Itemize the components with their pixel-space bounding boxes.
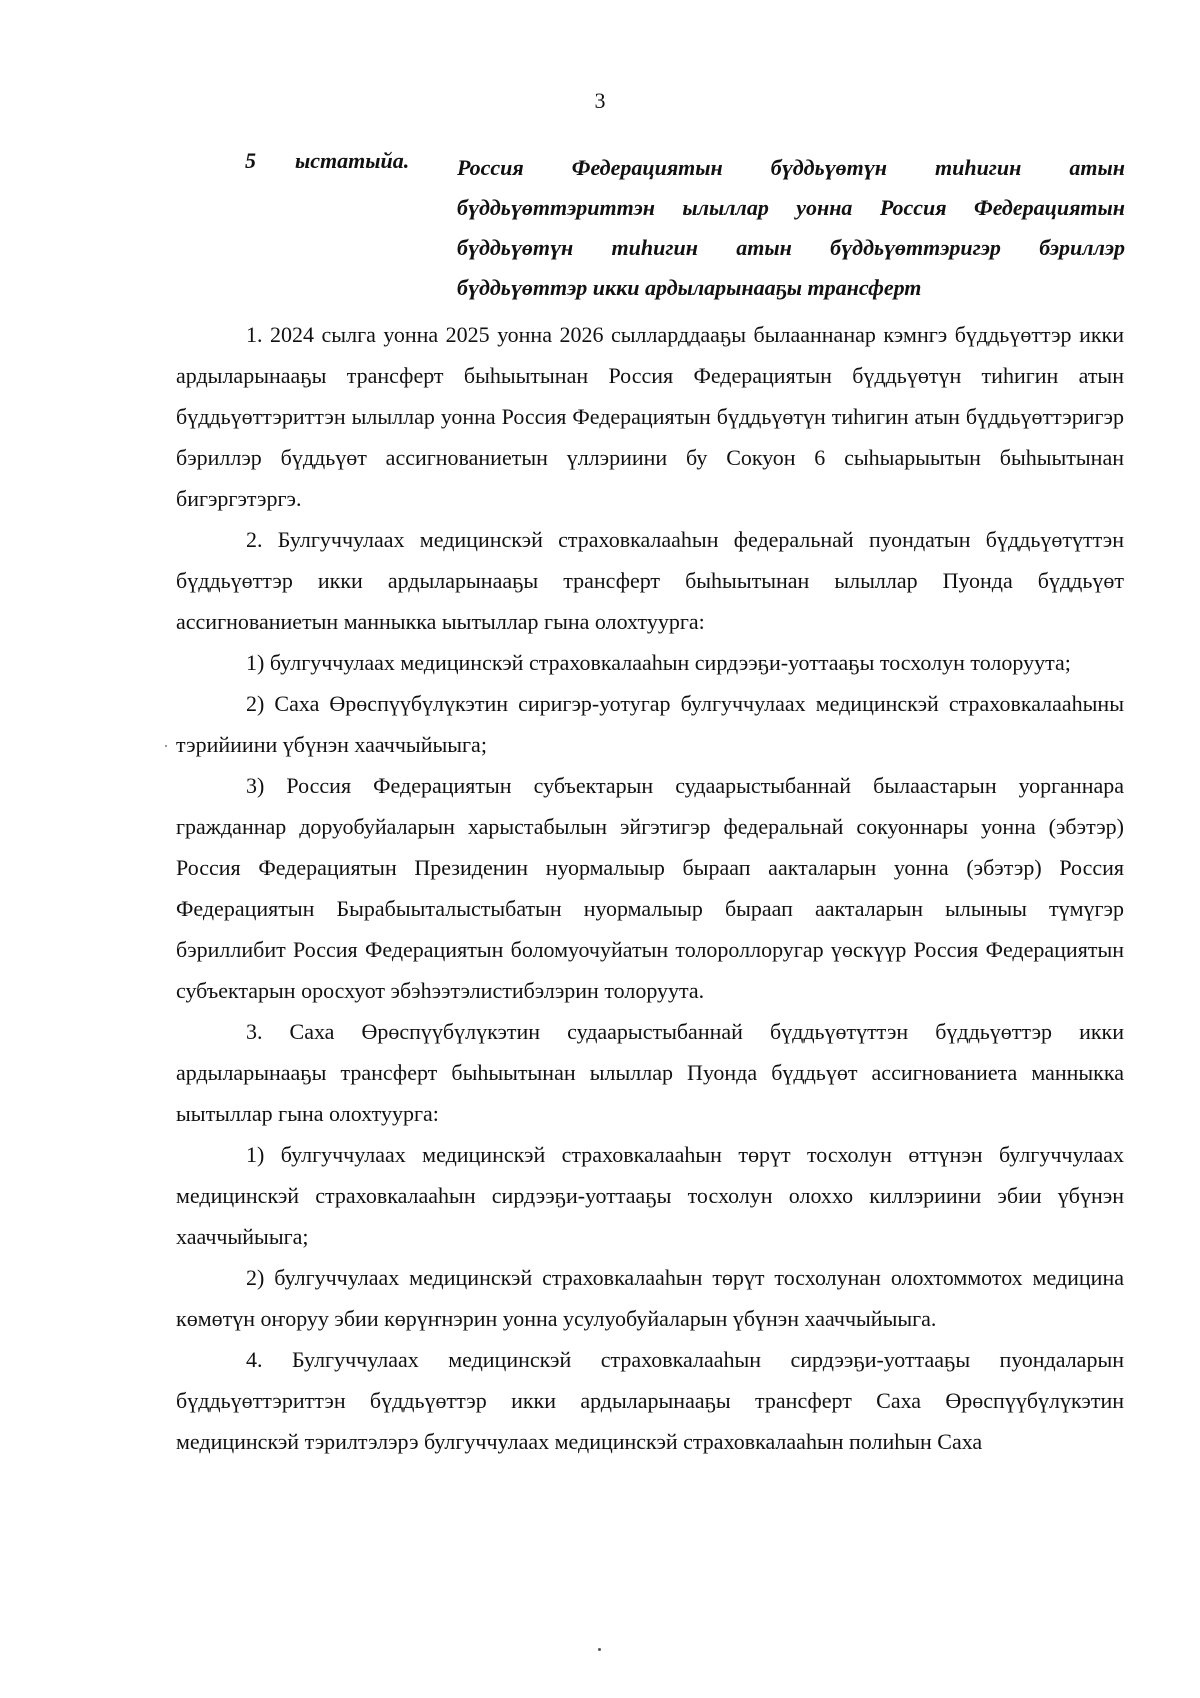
- paragraph-3: 3. Саха Өрөспүүбүлүкэтин судаарыстыбаннай бүддьүөтүттэн бүддьүөттэр икки ардыларынааҕы трансферт быһыытынан ылыллар Пуонда бүддьүөт ассигнованиета манныкка ыытыллар гына олохтуурга:: [176, 1019, 1124, 1126]
- article-number: 5: [245, 148, 256, 173]
- paragraph-4: 4. Булгуччулаах медицинскэй страховкалааһын сирдээҕи-уоттааҕы пуондаларын бүддьүөттэриттэн бүддьүөттэр икки ардыларынааҕы трансферт Саха Өрөспүүбүлүкэтин медицинскэй тэрилтэлэрэ булгуччулаах медицинскэй страховкалааһын полиһын Саха: [176, 1347, 1124, 1454]
- paragraph-2-item-3: 3) Россия Федерациятын субъектарын судаарыстыбаннай былаастарын уорганнара гражданнар доруобуйаларын харыстабылын эйгэтигэр федеральнай сокуоннары уонна (эбэтэр) Россия Федерациятын Президенин нуормалыыр быраап аакталарын уонна (эбэтэр) Россия Федерациятын Бырабыыталыстыбатын нуормалыыр быраап аакталарын ылыныы түмүгэр бэриллибит Россия Федерациятын боломуочуйатын толороллоругар үөскүүр Россия Федерациятын субъектарын оросхуот эбэһээтэлистибэлэрин толоруута.: [176, 773, 1124, 1003]
- paragraph-2: 2. Булгуччулаах медицинскэй страховкалааһын федеральнай пуондатын бүддьүөтүттэн бүддьүөттэр икки ардыларынааҕы трансферт быһыытынан ылыллар Пуонда бүддьүөт ассигнованиетын манныкка ыытыллар гына олохтуурга:: [176, 527, 1124, 634]
- page-number: 3: [594, 88, 606, 113]
- paragraph-3-item-1: 1) булгуччулаах медицинскэй страховкалааһын төрүт тосхолун өттүнэн булгуччулаах медицинскэй страховкалааһын сирдээҕи-уоттааҕы тосхолун олоххо киллэриини эбии үбүнэн хааччыйыыга;: [176, 1142, 1124, 1249]
- paragraph-2-item-1: 1) булгуччулаах медицинскэй страховкалааһын сирдээҕи-уоттааҕы тосхолун толоруута;: [246, 650, 1071, 675]
- article-body: [176, 314, 1124, 1462]
- article-title: Россия Федерациятын бүддьүөтүн тиһигин атын бүддьүөттэриттэн ылыллар уонна Россия Федерациятын бүддьүөтүн тиһигин атын бүддьүөттэригэр бэриллэр бүддьүөттэр икки ардыларынааҕы трансферт: [457, 155, 1125, 300]
- scan-speck-bottom: [598, 1648, 601, 1651]
- scan-speck-left: [165, 745, 167, 747]
- paragraph-2-item-2: 2) Саха Өрөспүүбүлүкэтин сиригэр-уотугар булгуччулаах медицинскэй страховкалааһыны тэрийиини үбүнэн хааччыйыыга;: [176, 691, 1124, 757]
- article-label: ыстатыйа.: [295, 148, 410, 173]
- paragraph-3-item-2: 2) булгуччулаах медицинскэй страховкалааһын төрүт тосхолунан олохтоммотох медицина көмөтүн оҥоруу эбии көрүҥнэрин уонна усулуобуйаларын үбүнэн хааччыйыыга.: [176, 1265, 1124, 1331]
- article-heading: [245, 148, 1125, 308]
- paragraph-1: 1. 2024 сылга уонна 2025 уонна 2026 сылларддааҕы былааннанар кэмнгэ бүддьүөттэр икки ардыларынааҕы трансферт быһыытынан Россия Федерациятын бүддьүөтүн тиһигин атын бүддьүөттэриттэн ылыллар уонна Россия Федерациятын бүддьүөтүн тиһигин атын бүддьүөттэригэр бэриллэр бүддьүөт ассигнованиетын үллэриини бу Сокуон 6 сыһыарыытын быһыытынан бигэргэтэргэ.: [176, 322, 1124, 511]
